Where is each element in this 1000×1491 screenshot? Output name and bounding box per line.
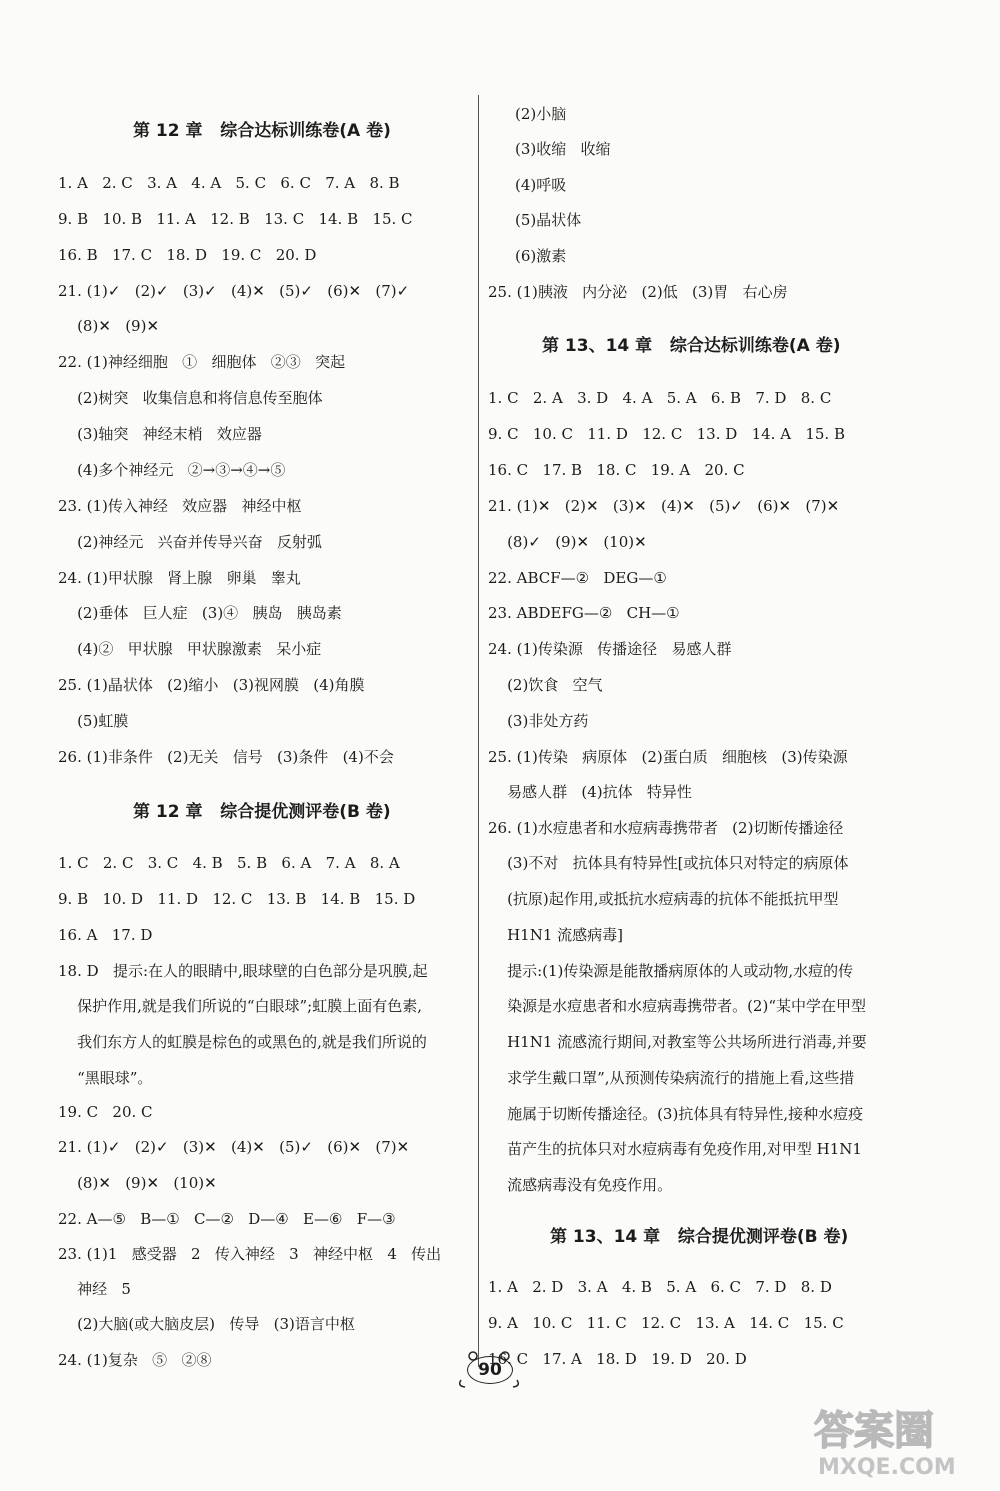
answer-line: 26. (1)非条件 (2)无关 信号 (3)条件 (4)不会	[58, 748, 394, 766]
answer-line: 25. (1)胰液 内分泌 (2)低 (3)胃 右心房	[488, 283, 788, 301]
answer-line: 21. (1)✓ (2)✓ (3)✕ (4)✕ (5)✓ (6)✕ (7)✕	[58, 1138, 410, 1156]
answer-line: 23. (1)传入神经 效应器 神经中枢	[58, 497, 302, 515]
answer-line: 21. (1)✕ (2)✕ (3)✕ (4)✕ (5)✓ (6)✕ (7)✕	[488, 497, 840, 515]
answer-line: 23. (1)1 感受器 2 传入神经 3 神经中枢 4 传出	[58, 1245, 442, 1263]
answer-line: (4)多个神经元 ②→③→④→⑤	[58, 461, 286, 479]
answer-line: 25. (1)传染 病原体 (2)蛋白质 细胞核 (3)传染源	[488, 748, 848, 766]
answer-line: (2)树突 收集信息和将信息传至胞体	[58, 389, 323, 407]
answer-line: 染源是水痘患者和水痘病毒携带者。(2)“某中学在甲型	[488, 997, 866, 1015]
answer-line: (4)② 甲状腺 甲状腺激素 呆小症	[58, 640, 322, 658]
answer-line: 26. (1)水痘患者和水痘病毒携带者 (2)切断传播途径	[488, 819, 844, 837]
answer-line: 1. C 2. C 3. C 4. B 5. B 6. A 7. A 8. A	[58, 854, 400, 872]
answer-line: (3)轴突 神经末梢 效应器	[58, 425, 262, 443]
answer-line: 22. (1)神经细胞 ① 细胞体 ②③ 突起	[58, 353, 346, 371]
page-number: 90	[467, 1356, 513, 1384]
answer-line: 9. C 10. C 11. D 12. C 13. D 14. A 15. B	[488, 425, 845, 443]
answer-line: H1N1 流感病毒]	[488, 926, 623, 944]
answer-line: (2)神经元 兴奋并传导兴奋 反射弧	[58, 533, 322, 551]
answer-line: 易感人群 (4)抗体 特异性	[488, 783, 692, 801]
section-heading-ch13-14-a: 第 13、14 章 综合达标训练卷(A 卷)	[542, 336, 841, 356]
answer-line: (4)呼吸	[515, 176, 567, 194]
answer-line: (抗原)起作用,或抵抗水痘病毒的抗体不能抵抗甲型	[488, 890, 839, 908]
answer-line: (2)垂体 巨人症 (3)④ 胰岛 胰岛素	[58, 604, 342, 622]
answer-line: 神经 5	[58, 1280, 131, 1298]
answer-line: (2)饮食 空气	[488, 676, 603, 694]
page-number-badge	[455, 1350, 525, 1390]
answer-line: 1. A 2. D 3. A 4. B 5. A 6. C 7. D 8. D	[488, 1278, 832, 1296]
answer-line: 21. (1)✓ (2)✓ (3)✓ (4)✕ (5)✓ (6)✕ (7)✓	[58, 282, 410, 300]
answer-line: (3)收缩 收缩	[515, 140, 611, 158]
answer-line: (3)非处方药	[488, 712, 589, 730]
answer-line: (3)不对 抗体具有特异性[或抗体只对特定的病原体	[488, 854, 849, 872]
answer-line: (8)✓ (9)✕ (10)✕	[488, 533, 647, 551]
answer-line: 16. C 17. A 18. D 19. D 20. D	[488, 1350, 747, 1368]
section-heading-ch13-14-b: 第 13、14 章 综合提优测评卷(B 卷)	[550, 1227, 849, 1247]
answer-line: 24. (1)传染源 传播途径 易感人群	[488, 640, 732, 658]
section-heading-ch12-b: 第 12 章 综合提优测评卷(B 卷)	[133, 802, 391, 822]
answer-line: 9. B 10. B 11. A 12. B 13. C 14. B 15. C	[58, 210, 413, 228]
answer-line: 我们东方人的虹膜是棕色的或黑色的,就是我们所说的	[58, 1033, 427, 1051]
answer-line: 19. C 20. C	[58, 1103, 153, 1121]
answer-line: (8)✕ (9)✕ (10)✕	[58, 1174, 217, 1192]
answer-line: 24. (1)甲状腺 肾上腺 卵巢 睾丸	[58, 569, 301, 587]
answer-line: (2)小脑	[515, 105, 567, 123]
answer-line: 18. D 提示:在人的眼睛中,眼球壁的白色部分是巩膜,起	[58, 962, 428, 980]
answer-line: (6)激素	[515, 247, 567, 265]
answer-line: 22. A—⑤ B—① C—② D—④ E—⑥ F—③	[58, 1210, 396, 1228]
answer-line: (5)虹膜	[58, 712, 129, 730]
answer-line: (2)大脑(或大脑皮层) 传导 (3)语言中枢	[58, 1315, 355, 1333]
answer-line: 施属于切断传播途径。(3)抗体具有特异性,接种水痘疫	[488, 1105, 864, 1123]
answer-line: 22. ABCF—② DEG—①	[488, 569, 667, 587]
answer-line: (8)✕ (9)✕	[58, 317, 160, 335]
answer-line: “黑眼球”。	[58, 1069, 153, 1087]
answer-line: 1. A 2. C 3. A 4. A 5. C 6. C 7. A 8. B	[58, 174, 400, 192]
answer-line: 求学生戴口罩”,从预测传染病流行的措施上看,这些措	[488, 1069, 855, 1087]
answer-line: 16. C 17. B 18. C 19. A 20. C	[488, 461, 745, 479]
answer-line: 25. (1)晶状体 (2)缩小 (3)视网膜 (4)角膜	[58, 676, 365, 694]
watermark-url: MXQE.COM	[818, 1455, 956, 1480]
answer-line: 16. B 17. C 18. D 19. C 20. D	[58, 246, 317, 264]
section-heading-ch12-a: 第 12 章 综合达标训练卷(A 卷)	[133, 121, 391, 141]
answer-line: 1. C 2. A 3. D 4. A 5. A 6. B 7. D 8. C	[488, 389, 832, 407]
column-divider	[478, 95, 479, 1367]
watermark-main: 答案圈	[814, 1408, 934, 1454]
answer-line: 16. A 17. D	[58, 926, 153, 944]
answer-line: (5)晶状体	[515, 211, 582, 229]
answer-line: 保护作用,就是我们所说的“白眼球”;虹膜上面有色素,	[58, 997, 423, 1015]
answer-line: 9. A 10. C 11. C 12. C 13. A 14. C 15. C	[488, 1314, 844, 1332]
answer-line: 24. (1)复杂 ⑤ ②⑧	[58, 1351, 212, 1369]
answer-line: 9. B 10. D 11. D 12. C 13. B 14. B 15. D	[58, 890, 416, 908]
answer-line: H1N1 流感流行期间,对教室等公共场所进行消毒,并要	[488, 1033, 867, 1051]
answer-line: 苗产生的抗体只对水痘病毒有免疫作用,对甲型 H1N1	[488, 1140, 862, 1158]
watermark-logo	[806, 1392, 986, 1482]
answer-line: 提示:(1)传染源是能散播病原体的人或动物,水痘的传	[488, 962, 854, 980]
answer-line: 流感病毒没有免疫作用。	[488, 1176, 673, 1194]
answer-line: 23. ABDEFG—② CH—①	[488, 604, 680, 622]
